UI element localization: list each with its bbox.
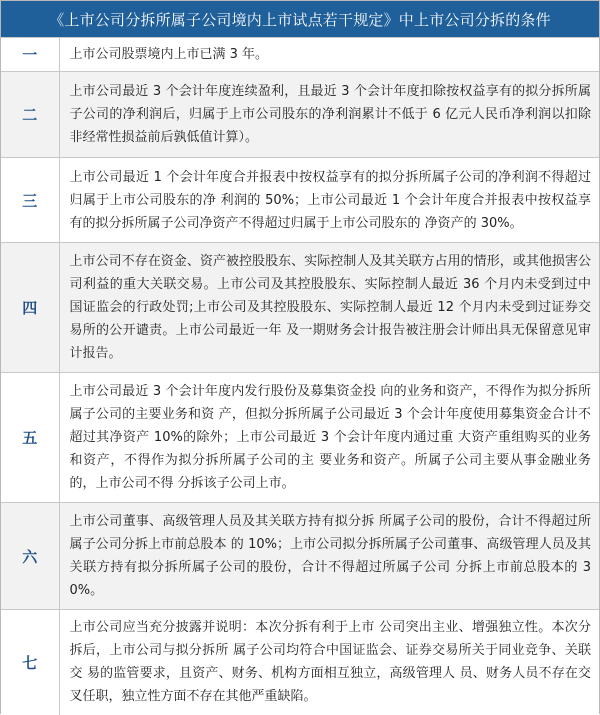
- row-number: 七: [1, 610, 59, 715]
- row-text: 上市公司不存在资金、资产被控股股东、实际控制人及其关联方占用的情形，或其他损害公司利益的重大关联交易。上市公司及其控股股东、实际控制人最近 36 个月内未受到过中 国证监会的行政处罚;上市公司及其控股股东、实际控制人最近 12 个月内未受到过证券交易所的公开谴责。上市公司最近一年 及一期财务会计报告被注册会计师出具无保留意见审计报告。: [59, 243, 599, 373]
- row-text: 上市公司最近 3 个会计年度连续盈利，且最近 3 个会计年度扣除按权益享有的拟分拆所属子公司的净利润后，归属于上市公司股东的净利润累计不低于 6 亿元人民币净利润以扣除非经常性损益前后孰低值计算）。: [59, 72, 599, 158]
- conditions-table: [1, 37, 599, 715]
- table-row: [1, 38, 599, 72]
- row-number: 六: [1, 503, 59, 610]
- table-row: [1, 243, 599, 373]
- row-text: 上市公司董事、高级管理人员及其关联方持有拟分拆 所属子公司的股份，合计不得超过所属子公司分拆上市前总股本 的 10%；上市公司拟分拆所属子公司董事、高级管理人员及其关联方持有拟分拆所属子公司的股份，合计不得超过所属子公司 分拆上市前总股本的 30%。: [59, 503, 599, 610]
- table-row: [1, 158, 599, 243]
- row-number: 三: [1, 158, 59, 243]
- row-number: 一: [1, 38, 59, 72]
- table-row: [1, 373, 599, 503]
- row-text: 上市公司最近 1 个会计年度合并报表中按权益享有的拟分拆所属子公司的净利润不得超过归属于上市公司股东的净 利润的 50%；上市公司最近 1 个会计年度合并报表中按权益享 有的拟分拆所属子公司净资产不得超过归属于上市公司股东的 净资产的 30%。: [59, 158, 599, 243]
- row-text: 上市公司股票境内上市已满 3 年。: [59, 38, 599, 72]
- table-row: [1, 503, 599, 610]
- table-row: [1, 610, 599, 715]
- table-title: 《上市公司分拆所属子公司境内上市试点若干规定》中上市公司分拆的条件: [1, 1, 599, 37]
- table-row: [1, 72, 599, 158]
- row-number: 五: [1, 373, 59, 503]
- row-text: 上市公司最近 3 个会计年度内发行股份及募集资金投 向的业务和资产，不得作为拟分拆所属子公司的主要业务和资 产，但拟分拆所属子公司最近 3 个会计年度使用募集资金合计不 超过其净资产 10%的除外；上市公司最近 3 个会计年度内通过重 大资产重组购买的业务和资产，不得作为拟分拆所属子公司的主 要业务和资产。所属子公司主要从事金融业务的，上市公司不得 分拆该子公司上市。: [59, 373, 599, 503]
- row-number: 四: [1, 243, 59, 373]
- row-number: 二: [1, 72, 59, 158]
- row-text: 上市公司应当充分披露并说明：本次分拆有利于上市 公司突出主业、增强独立性。本次分拆后，上市公司与拟分拆所 属子公司均符合中国证监会、证券交易所关于同业竞争、关联交 易的监管要求，且资产、财务、机构方面相互独立，高级管理人 员、财务人员不存在交叉任职，独立性方面不存在其他严重缺陷。: [59, 610, 599, 715]
